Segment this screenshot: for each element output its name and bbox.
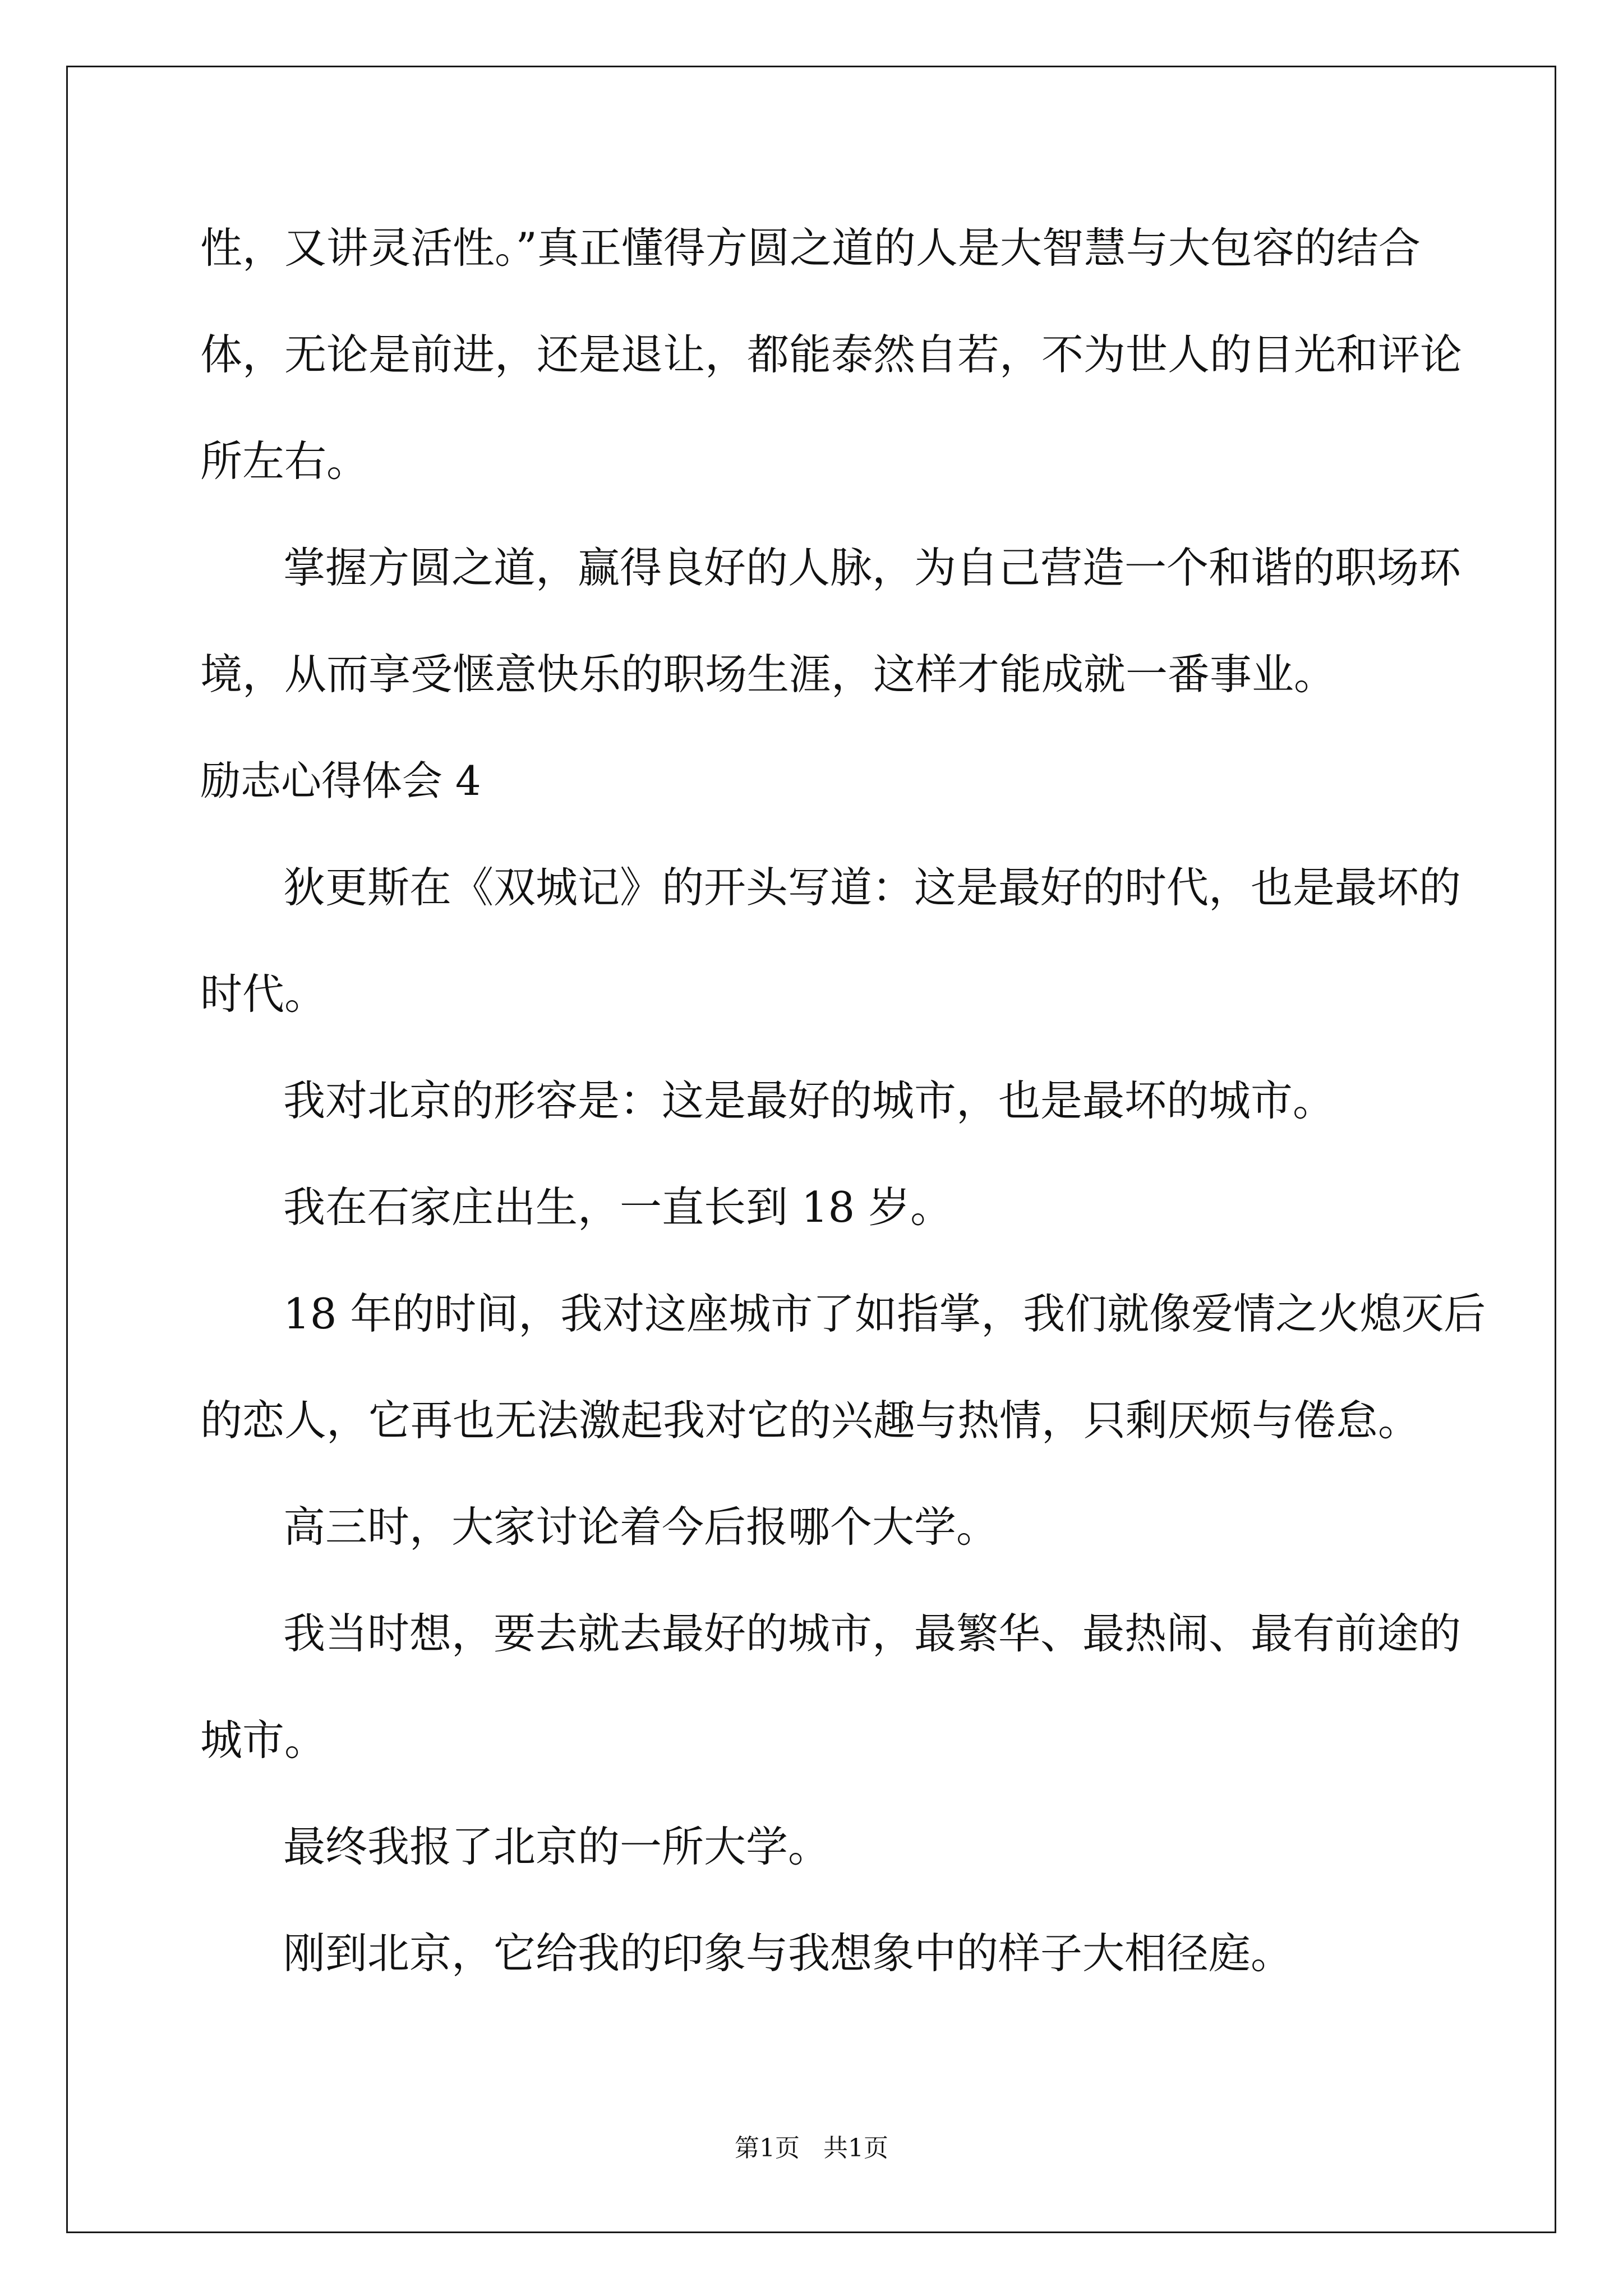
paragraph-line: 最终我报了北京的一所大学。 [283, 1822, 831, 1871]
paragraph-line: 我对北京的形容是：这是最好的城市，也是最坏的城市。 [283, 1076, 1335, 1125]
paragraph-line: 高三时，大家讨论着今后报哪个大学。 [283, 1502, 999, 1552]
paragraph-line: 的恋人，它再也无法激起我对它的兴趣与热情，只剩厌烦与倦怠。 [200, 1396, 1421, 1445]
page-footer: 第1页 共1页 [735, 2134, 888, 2162]
paragraph-line: 掌握方圆之道，赢得良好的人脉，为自己营造一个和谐的职场环 [283, 543, 1461, 592]
paragraph-line: 境，从而享受惬意快乐的职场生涯，这样才能成就一番事业。 [200, 650, 1336, 699]
paragraph-line: 刚到北京，它给我的印象与我想象中的样子大相径庭。 [283, 1929, 1293, 1978]
paragraph-line: 城市。 [200, 1715, 327, 1765]
paragraph-line: 所左右。 [200, 436, 369, 486]
paragraph-line: 体，无论是前进，还是退让，都能泰然自若，不为世人的目光和评论 [200, 330, 1463, 379]
paragraph-line: 18 年的时间，我对这座城市了如指掌，我们就像爱情之火熄灭后 [283, 1289, 1486, 1338]
section-heading: 励志心得体会 4 [200, 757, 481, 804]
paragraph-line: 我在石家庄出生，一直长到 18 岁。 [283, 1182, 953, 1232]
paragraph-line: 狄更斯在《双城记》的开头写道：这是最好的时代，也是最坏的 [283, 863, 1461, 912]
paragraph-line: 我当时想，要去就去最好的城市，最繁华、最热闹、最有前途的 [283, 1609, 1461, 1658]
paragraph-line: 性，又讲灵活性。”真正懂得方圆之道的人是大智慧与大包容的结合 [200, 223, 1421, 273]
paragraph-line: 时代。 [200, 969, 327, 1019]
page-border [66, 66, 1556, 2233]
